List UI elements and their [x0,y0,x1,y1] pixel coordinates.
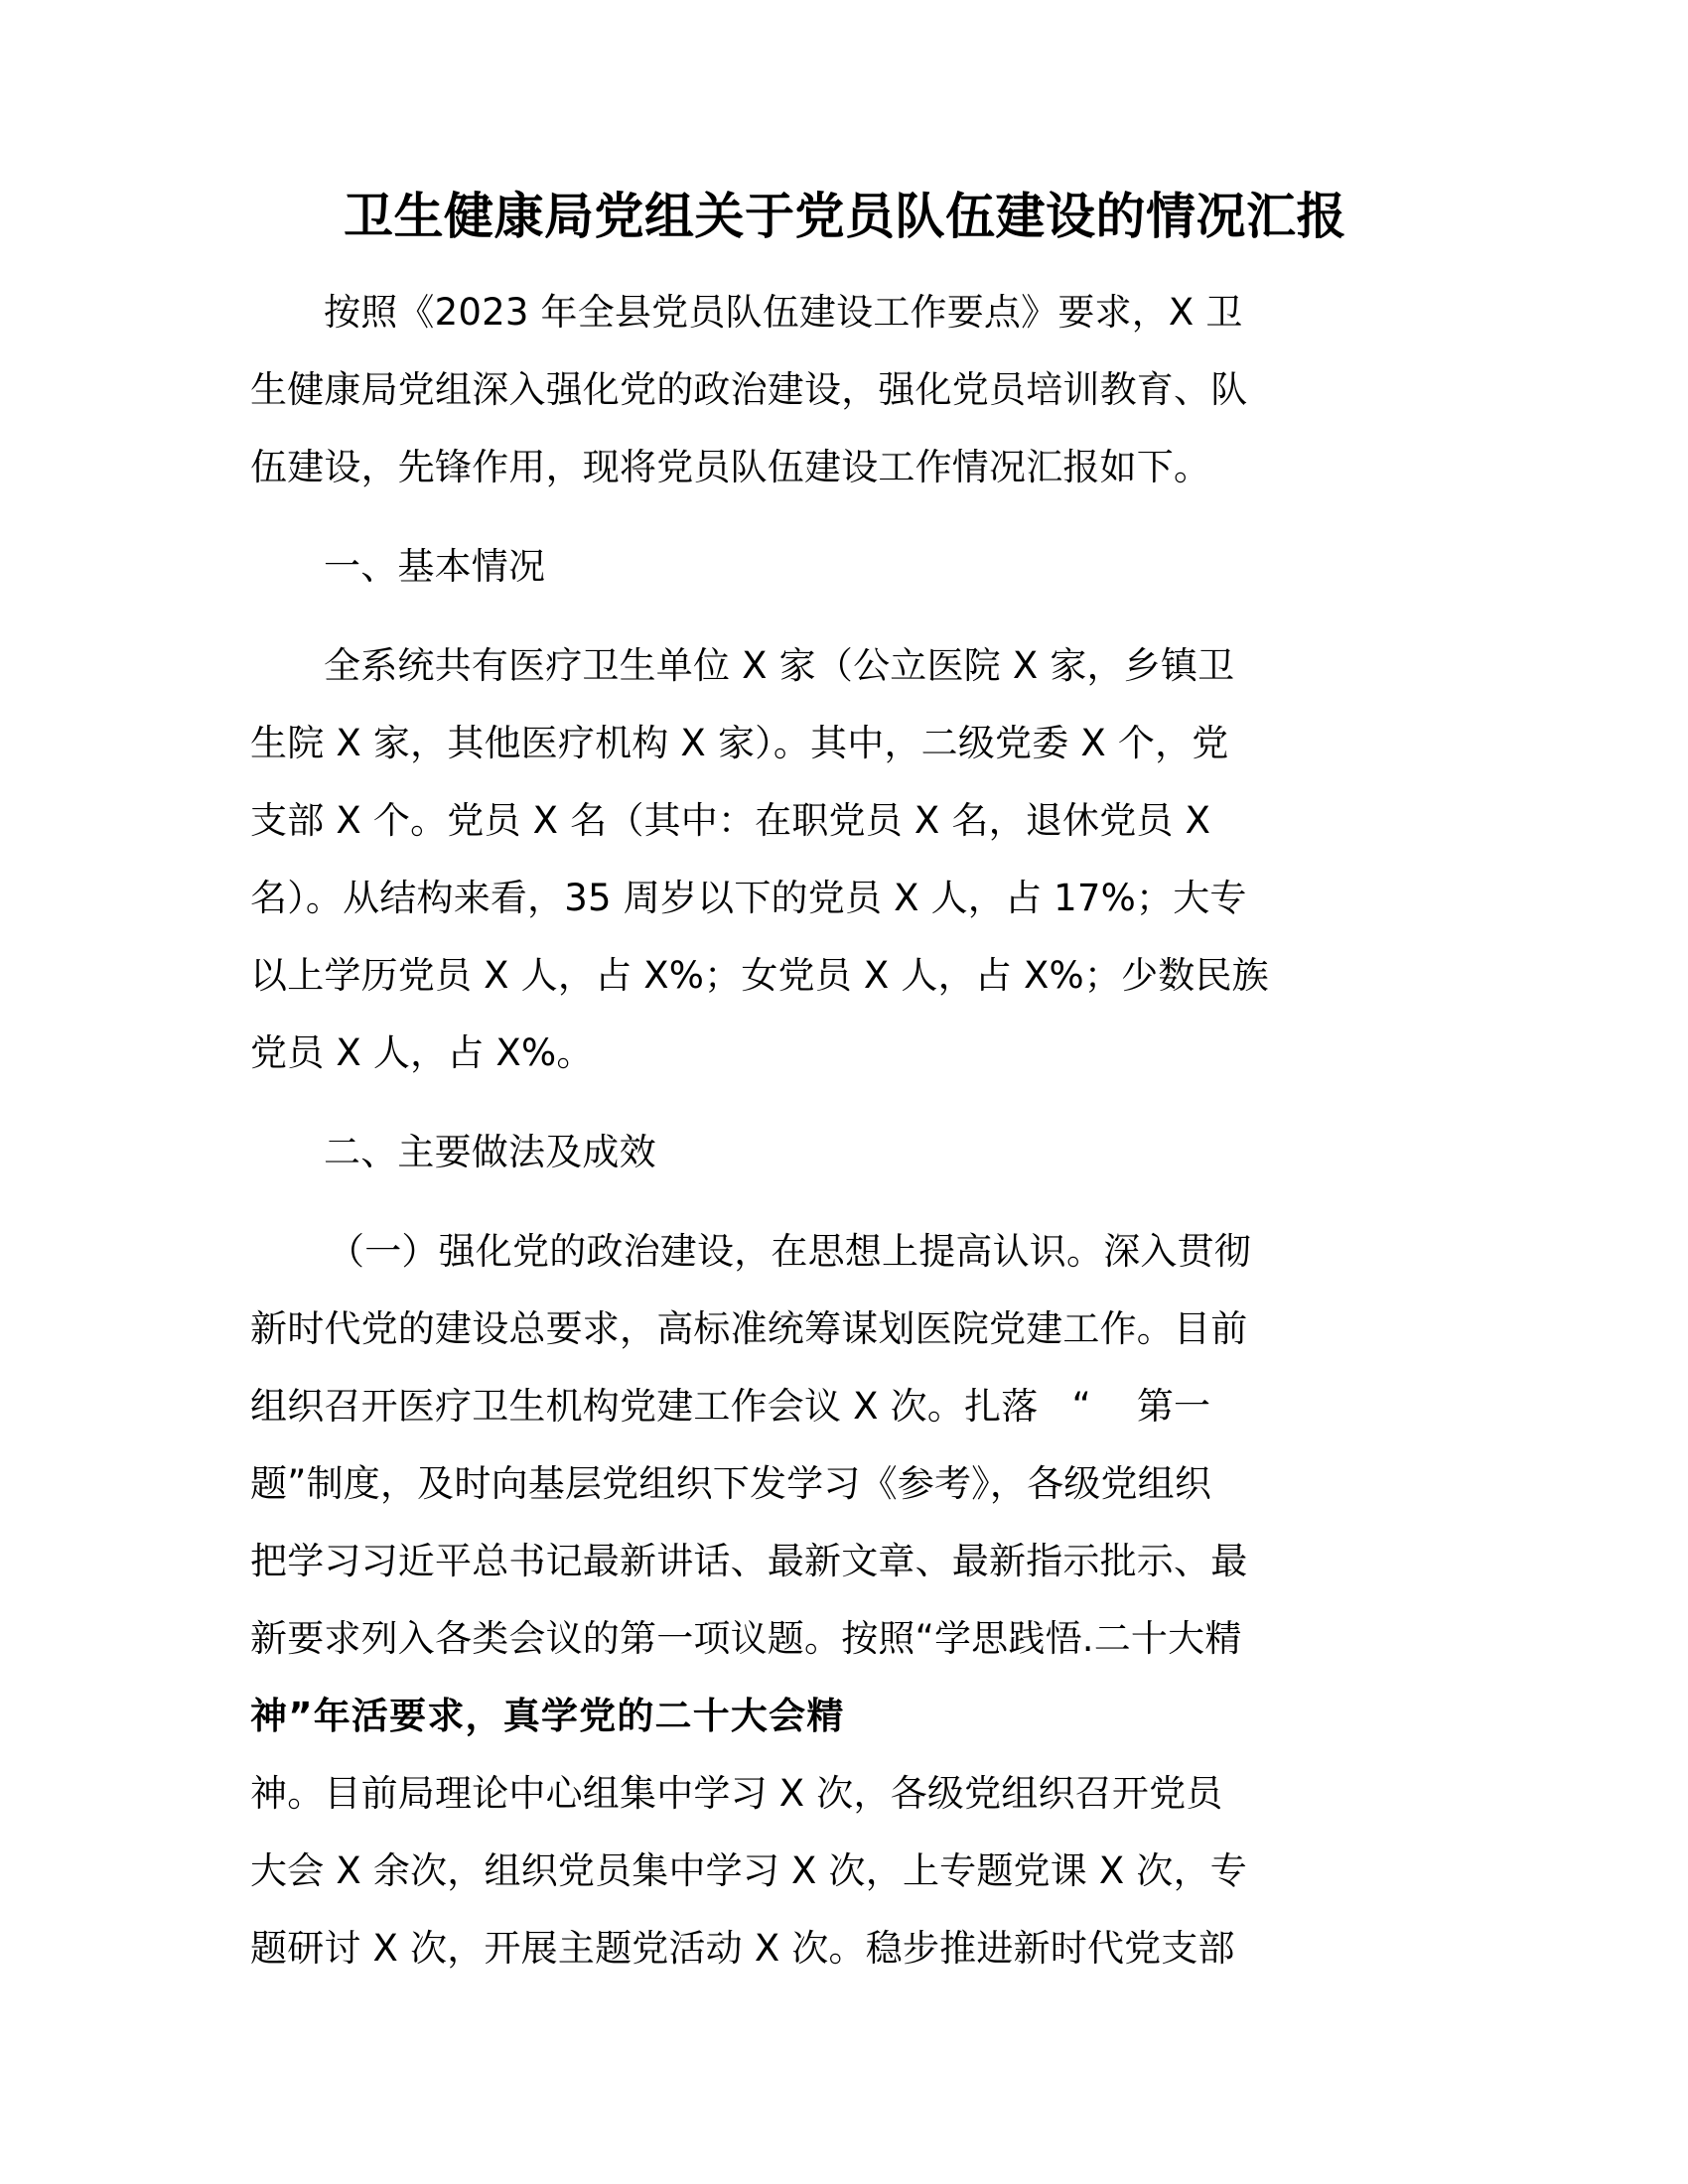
section-1-line-6: 党员 X 人，占 X%。 [250,1031,594,1074]
section-2-line-10: 题研讨 X 次，开展主题党活动 X 次。稳步推进新时代党支部 [250,1927,1235,1970]
section-2-line-6: 新要求列入各类会议的第一项议题。按照“学思践悟.二十大精 [250,1617,1242,1660]
intro-paragraph-line-3: 伍建设，先锋作用，现将党员队伍建设工作情况汇报如下。 [250,446,1211,488]
section-2-line-9: 大会 X 余次，组织党员集中学习 X 次，上专题党课 X 次，专 [250,1849,1248,1892]
section-heading-2: 二、主要做法及成效 [324,1131,656,1173]
intro-paragraph-line-1 [250,274,1440,351]
section-heading-1: 一、基本情况 [324,545,546,588]
section-1-line-1 [250,627,1440,705]
para-spacer-2 [250,606,1440,627]
intro-paragraph-line-2: 生健康局党组深入强化党的政治建设，强化党员培训教育、队 [250,368,1248,411]
section-1-line-2: 生院 X 家，其他医疗机构 X 家）。其中，二级党委 X 个，党 [250,722,1229,764]
section-2-text-line-1: （一）强化党的政治建设，在思想上提高认识。深入贯彻 [328,1230,1251,1273]
para-spacer-1 [250,506,1440,528]
para-spacer-3 [250,1092,1440,1114]
section-2-line-7: 神”年活要求，真学党的二十大会精 [250,1695,845,1737]
section-1-line-3: 支部 X 个。党员 X 名（其中：在职党员 X 名，退休党员 X [250,799,1211,842]
section-2-line-4: 题”制度，及时向基层党组织下发学习《参考》，各级党组织 [250,1462,1212,1505]
section-2-line-2: 新时代党的建设总要求，高标准统筹谋划医院党建工作。目前 [250,1307,1248,1350]
document-content [250,0,1440,1987]
para-spacer-4 [250,1191,1440,1213]
section-2-text-line-3a: 组织召开医疗卫生机构党建工作会议 X 次。扎落 [250,1385,1039,1428]
intro-text-line-1: 按照《2023 年全县党员队伍建设工作要点》要求，X 卫 [324,291,1243,334]
section-2-line-8: 神。目前局理论中心组集中学习 X 次，各级党组织召开党员 [250,1772,1223,1815]
section-1-line-5: 以上学历党员 X 人，占 X%；女党员 X 人，占 X%；少数民族 [250,954,1269,997]
section-2-line-5: 把学习习近平总书记最新讲话、最新文章、最新指示批示、最 [250,1540,1248,1582]
page-title: 卫生健康局党组关于党员队伍建设的情况汇报 [344,188,1346,245]
section-1-text-line-1: 全系统共有医疗卫生单位 X 家（公立医院 X 家，乡镇卫 [324,644,1235,687]
open-quote-mark: “ [1071,1385,1091,1428]
section-2-text-line-3b: 第一 [1136,1385,1211,1428]
title-spacer [250,248,1440,274]
section-1-line-4: 名）。从结构来看，35 周岁以下的党员 X 人，占 17%；大专 [250,877,1247,919]
section-2-line-3 [250,1368,1440,1445]
section-2-line-1 [250,1213,1440,1291]
